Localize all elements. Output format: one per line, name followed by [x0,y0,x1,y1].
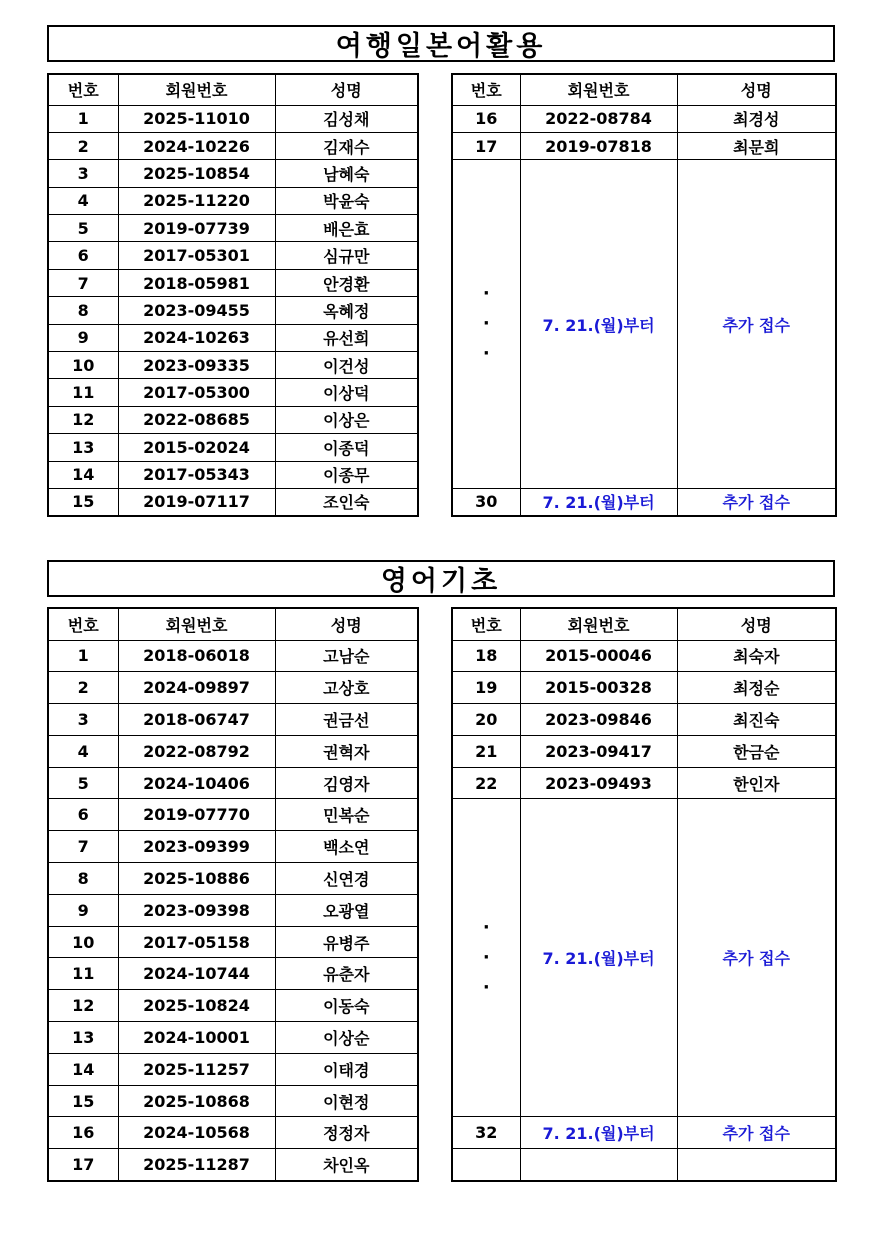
number-cell: 1 [48,105,118,132]
table-row [48,1053,418,1085]
table-row [48,242,418,269]
table-row [48,1149,418,1181]
member-id-cell: 2015-02024 [118,434,275,461]
table-row [452,640,836,672]
name-cell: 박윤숙 [275,187,418,214]
table-row [48,352,418,379]
ellipsis-dots [452,160,520,489]
table-row [48,132,418,159]
table-row [48,160,418,187]
member-id-cell: 2023-09846 [520,704,677,736]
ellipsis-dot: · [482,283,490,305]
number-cell: 17 [452,132,520,159]
number-cell: 7 [48,831,118,863]
name-cell: 차인옥 [275,1149,418,1181]
number-cell: 11 [48,958,118,990]
table-row [48,105,418,132]
registration-status-note: 추가 접수 [677,1117,836,1149]
table-row [48,434,418,461]
number-cell: 32 [452,1117,520,1149]
ellipsis-dot: · [482,916,490,938]
number-cell: 21 [452,735,520,767]
table-row [452,105,836,132]
table-row [48,187,418,214]
table-row [48,704,418,736]
column-header: 성명 [677,608,836,640]
table-row [452,735,836,767]
name-cell: 이상순 [275,1022,418,1054]
table-row [48,297,418,324]
member-id-cell: 2018-05981 [118,269,275,296]
name-cell: 남혜숙 [275,160,418,187]
section-title: 영어기초 [47,560,835,597]
member-id-cell: 2022-08792 [118,735,275,767]
number-cell: 9 [48,894,118,926]
name-cell: 유춘자 [275,958,418,990]
number-cell: 6 [48,799,118,831]
number-cell: 9 [48,324,118,351]
number-cell: 13 [48,434,118,461]
roster-table-right [451,73,837,517]
registration-date-note: 7. 21.(월)부터 [520,488,677,515]
number-cell: 3 [48,160,118,187]
table-row [48,894,418,926]
table-row [48,488,418,515]
ellipsis-dot: · [482,313,490,335]
ellipsis-dot: · [482,343,490,365]
table-row [48,863,418,895]
name-cell: 안경환 [275,269,418,296]
table-row [48,1117,418,1149]
number-cell: 2 [48,672,118,704]
number-cell: 12 [48,406,118,433]
member-id-cell: 2015-00328 [520,672,677,704]
name-cell: 최문희 [677,132,836,159]
placeholder-row [452,799,836,831]
column-header: 번호 [48,74,118,105]
table-row [48,735,418,767]
roster-table-left [47,73,419,517]
member-id-cell: 2023-09493 [520,767,677,799]
column-header: 번호 [452,74,520,105]
number-cell: 20 [452,704,520,736]
number-cell: 18 [452,640,520,672]
name-cell: 오광열 [275,894,418,926]
name-cell: 신연경 [275,863,418,895]
name-cell: 고상호 [275,672,418,704]
ellipsis-dot: · [482,976,490,998]
ellipsis-dot: · [482,946,490,968]
name-cell: 정정자 [275,1117,418,1149]
member-id-cell: 2025-11220 [118,187,275,214]
table-row [48,324,418,351]
member-id-cell: 2023-09455 [118,297,275,324]
number-cell: 30 [452,488,520,515]
column-header: 번호 [452,608,520,640]
registration-status-note: 추가 접수 [677,488,836,515]
member-id-cell: 2025-10854 [118,160,275,187]
number-cell: 11 [48,379,118,406]
empty-cell [677,1149,836,1181]
name-cell: 최진숙 [677,704,836,736]
table-row [48,215,418,242]
table-row [452,767,836,799]
member-id-cell: 2024-10001 [118,1022,275,1054]
name-cell: 권금선 [275,704,418,736]
name-cell: 고남순 [275,640,418,672]
empty-row [452,1149,836,1181]
name-cell: 이태경 [275,1053,418,1085]
table-row [452,704,836,736]
table-row [48,269,418,296]
member-id-cell: 2017-05300 [118,379,275,406]
member-id-cell: 2024-10744 [118,958,275,990]
member-id-cell: 2019-07117 [118,488,275,515]
member-id-cell: 2024-10406 [118,767,275,799]
name-cell: 배은효 [275,215,418,242]
column-header: 성명 [275,74,418,105]
table-row [48,831,418,863]
number-cell: 15 [48,488,118,515]
roster-table-right [451,607,837,1182]
number-cell: 12 [48,990,118,1022]
member-id-cell: 2024-10568 [118,1117,275,1149]
member-id-cell: 2023-09417 [520,735,677,767]
name-cell: 유병주 [275,926,418,958]
number-cell: 19 [452,672,520,704]
registration-status-note: 추가 접수 [677,799,836,1117]
column-header: 회원번호 [520,74,677,105]
member-id-cell: 2019-07770 [118,799,275,831]
number-cell: 10 [48,926,118,958]
name-cell: 옥혜정 [275,297,418,324]
name-cell: 이현정 [275,1085,418,1117]
member-id-cell: 2018-06747 [118,704,275,736]
empty-cell [520,1149,677,1181]
table-row [48,1022,418,1054]
name-cell: 이상은 [275,406,418,433]
header-row [48,608,418,640]
number-cell: 2 [48,132,118,159]
name-cell: 최정순 [677,672,836,704]
member-id-cell: 2024-10226 [118,132,275,159]
name-cell: 이종무 [275,461,418,488]
table-row [48,640,418,672]
table-row [452,132,836,159]
header-row [452,74,836,105]
column-header: 회원번호 [118,74,275,105]
number-cell: 7 [48,269,118,296]
member-id-cell: 2023-09398 [118,894,275,926]
table-row [48,990,418,1022]
number-cell: 15 [48,1085,118,1117]
member-id-cell: 2018-06018 [118,640,275,672]
name-cell: 이상덕 [275,379,418,406]
table-row [48,406,418,433]
number-cell: 4 [48,735,118,767]
member-id-cell: 2025-10824 [118,990,275,1022]
member-id-cell: 2017-05301 [118,242,275,269]
number-cell: 8 [48,863,118,895]
column-header: 회원번호 [118,608,275,640]
number-cell: 14 [48,461,118,488]
table-row [48,767,418,799]
ellipsis-dots [452,799,520,1117]
member-id-cell: 2015-00046 [520,640,677,672]
name-cell: 김성채 [275,105,418,132]
member-id-cell: 2019-07739 [118,215,275,242]
number-cell: 22 [452,767,520,799]
name-cell: 한금순 [677,735,836,767]
name-cell: 이종덕 [275,434,418,461]
header-row [48,74,418,105]
empty-cell [452,1149,520,1181]
name-cell: 김영자 [275,767,418,799]
name-cell: 최숙자 [677,640,836,672]
number-cell: 16 [48,1117,118,1149]
number-cell: 10 [48,352,118,379]
number-cell: 6 [48,242,118,269]
number-cell: 1 [48,640,118,672]
member-id-cell: 2022-08685 [118,406,275,433]
member-id-cell: 2025-11287 [118,1149,275,1181]
table-row [48,799,418,831]
name-cell: 최경성 [677,105,836,132]
member-id-cell: 2025-11010 [118,105,275,132]
table-row [48,672,418,704]
name-cell: 민복순 [275,799,418,831]
name-cell: 이동숙 [275,990,418,1022]
column-header: 성명 [677,74,836,105]
name-cell: 심규만 [275,242,418,269]
member-id-cell: 2023-09335 [118,352,275,379]
member-id-cell: 2022-08784 [520,105,677,132]
number-cell: 8 [48,297,118,324]
name-cell: 한인자 [677,767,836,799]
table-row [452,488,836,515]
table-row [48,958,418,990]
member-id-cell: 2023-09399 [118,831,275,863]
table-row [48,461,418,488]
name-cell: 이건성 [275,352,418,379]
number-cell: 5 [48,215,118,242]
member-id-cell: 2025-11257 [118,1053,275,1085]
member-id-cell: 2024-10263 [118,324,275,351]
number-cell: 3 [48,704,118,736]
roster-table-left [47,607,419,1182]
name-cell: 김재수 [275,132,418,159]
column-header: 회원번호 [520,608,677,640]
member-id-cell: 2017-05158 [118,926,275,958]
number-cell: 16 [452,105,520,132]
member-id-cell: 2025-10868 [118,1085,275,1117]
number-cell: 13 [48,1022,118,1054]
number-cell: 4 [48,187,118,214]
member-id-cell: 2024-09897 [118,672,275,704]
column-header: 성명 [275,608,418,640]
table-row [48,379,418,406]
number-cell: 17 [48,1149,118,1181]
name-cell: 유선희 [275,324,418,351]
column-header: 번호 [48,608,118,640]
table-row [48,1085,418,1117]
header-row [452,608,836,640]
registration-status-note: 추가 접수 [677,160,836,489]
registration-date-note: 7. 21.(월)부터 [520,160,677,489]
member-id-cell: 2025-10886 [118,863,275,895]
registration-date-note: 7. 21.(월)부터 [520,799,677,1117]
placeholder-row [452,160,836,187]
table-row [452,1117,836,1149]
registration-date-note: 7. 21.(월)부터 [520,1117,677,1149]
number-cell: 14 [48,1053,118,1085]
number-cell: 5 [48,767,118,799]
table-row [48,926,418,958]
table-row [452,672,836,704]
member-id-cell: 2017-05343 [118,461,275,488]
name-cell: 백소연 [275,831,418,863]
name-cell: 조인숙 [275,488,418,515]
section-title: 여행일본어활용 [47,25,835,62]
name-cell: 권혁자 [275,735,418,767]
member-id-cell: 2019-07818 [520,132,677,159]
